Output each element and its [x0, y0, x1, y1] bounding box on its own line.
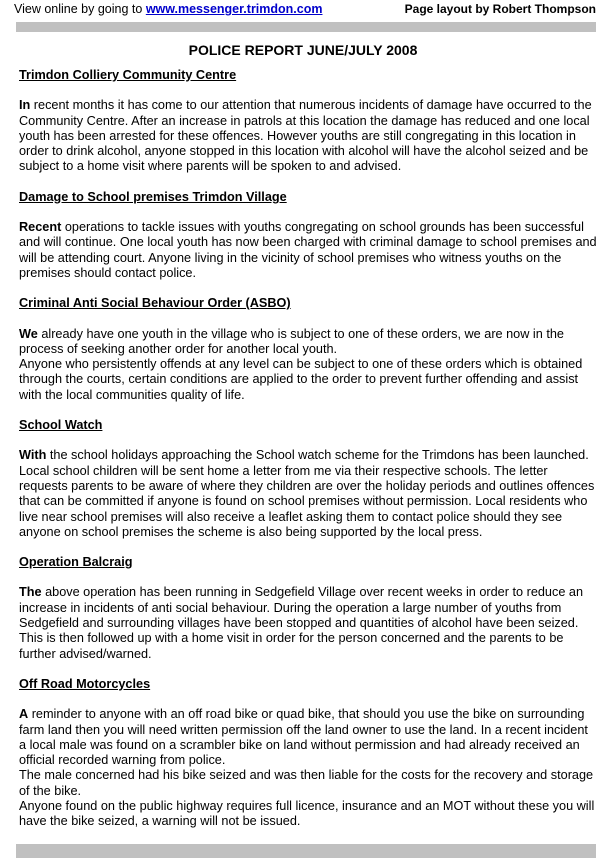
website-link[interactable]: www.messenger.trimdon.com — [145, 2, 323, 16]
section-paragraph — [19, 448, 597, 540]
paragraph-lead-word: In — [19, 98, 31, 113]
report-section — [19, 555, 597, 662]
layout-credit: Page layout by Robert Thompson — [404, 2, 596, 16]
section-paragraph — [19, 799, 597, 830]
paragraph-lead-word: The — [19, 585, 42, 600]
paragraph-text: the school holidays approaching the School watch scheme for the Trimdons has been launched. Local school children will be sent home a letter from me via their respective schools. The letter requests parents to be aware of where they children are over the holiday periods and outlines offences that can be committed if anyone is found on school premises without permission. Local residents who live near school premises will also receive a leaflet asking them to contact police should they see anyone on school premises the scheme is also being supported by the local press. — [19, 448, 595, 539]
section-paragraph — [19, 585, 597, 661]
paragraph-lead-word: Recent — [19, 220, 62, 235]
section-heading: Operation Balcraig — [19, 555, 133, 570]
paragraph-lead-word: A — [19, 707, 29, 722]
section-paragraph — [19, 220, 597, 281]
section-heading: School Watch — [19, 418, 103, 433]
paragraph-text: reminder to anyone with an off road bike or quad bike, that should you use the bike on surrounding farm land then you will need written permission off the land owner to use the land. In a recent incident a local male was found on a scrambler bike on land without permission and had already received an official recorded warning from police. — [19, 707, 588, 768]
report-section — [19, 418, 597, 540]
paragraph-text: recent months it has come to our attention that numerous incidents of damage have occurred to the Community Centre. After an increase in patrols at this location the damage has reduced and one local youth has been arrested for these offences. However youths are still congregating in this location in order to drink alcohol, anyone stopped in this location with alcohol will have the alcohol seized and be subject to a home visit where parents will be spoken to and advised. — [19, 98, 592, 174]
paragraph-text: operations to tackle issues with youths congregating on school grounds has been successful and will continue. One local youth has now been charged with criminal damage to school premises and will be attending court. Anyone living in the vicinity of school premises who witness youths on the premises should contact police. — [19, 220, 597, 280]
paragraph-text: Anyone who persistently offends at any level can be subject to one of these orders which is obtained through the courts, certain conditions are applied to the order to prevent further offending and assist with the local communities quality of life. — [19, 357, 583, 402]
online-notice-text: View online by going to — [14, 2, 146, 16]
report-section — [19, 677, 597, 830]
section-paragraph — [19, 768, 597, 799]
paragraph-text: above operation has been running in Sedgefield Village over recent weeks in order to reduce an increase in incidents of anti social behaviour. During the operation a large number of youths from Sedgefield and surrounding villages have been stopped and quantities of alcohol have been seized. This is then followed up with a home visit in order for the person concerned and the parents to be further advised/warned. — [19, 585, 584, 661]
report-section — [19, 68, 597, 175]
online-notice — [14, 2, 322, 16]
page-header — [14, 2, 596, 18]
section-heading: Off Road Motorcycles — [19, 676, 151, 691]
top-divider-bar — [16, 22, 596, 32]
section-paragraph — [19, 98, 597, 174]
paragraph-text: already have one youth in the village who is subject to one of these orders, we are now in the process of seeking another order for another local youth. — [19, 326, 564, 356]
section-paragraph — [19, 707, 597, 768]
paragraph-lead-word: With — [19, 448, 47, 463]
paragraph-text: The male concerned had his bike seized and was then liable for the costs for the recovery and storage of the bike. — [19, 768, 594, 798]
section-heading: Trimdon Colliery Community Centre — [19, 68, 237, 82]
section-heading: Criminal Anti Social Behaviour Order (ASBO) — [19, 296, 291, 311]
bottom-divider-bar — [16, 844, 596, 858]
section-heading: Damage to School premises Trimdon Village — [19, 189, 287, 204]
section-paragraph — [19, 327, 597, 358]
paragraph-lead-word: We — [19, 326, 38, 341]
report-section — [19, 296, 597, 403]
report-section — [19, 190, 597, 281]
page-title: POLICE REPORT JUNE/JULY 2008 — [188, 42, 418, 58]
report-content — [19, 68, 597, 845]
paragraph-text: Anyone found on the public highway requires full licence, insurance and an MOT without these you will have the bike seized, a warning will not be issued. — [19, 798, 595, 829]
section-paragraph — [19, 357, 597, 403]
